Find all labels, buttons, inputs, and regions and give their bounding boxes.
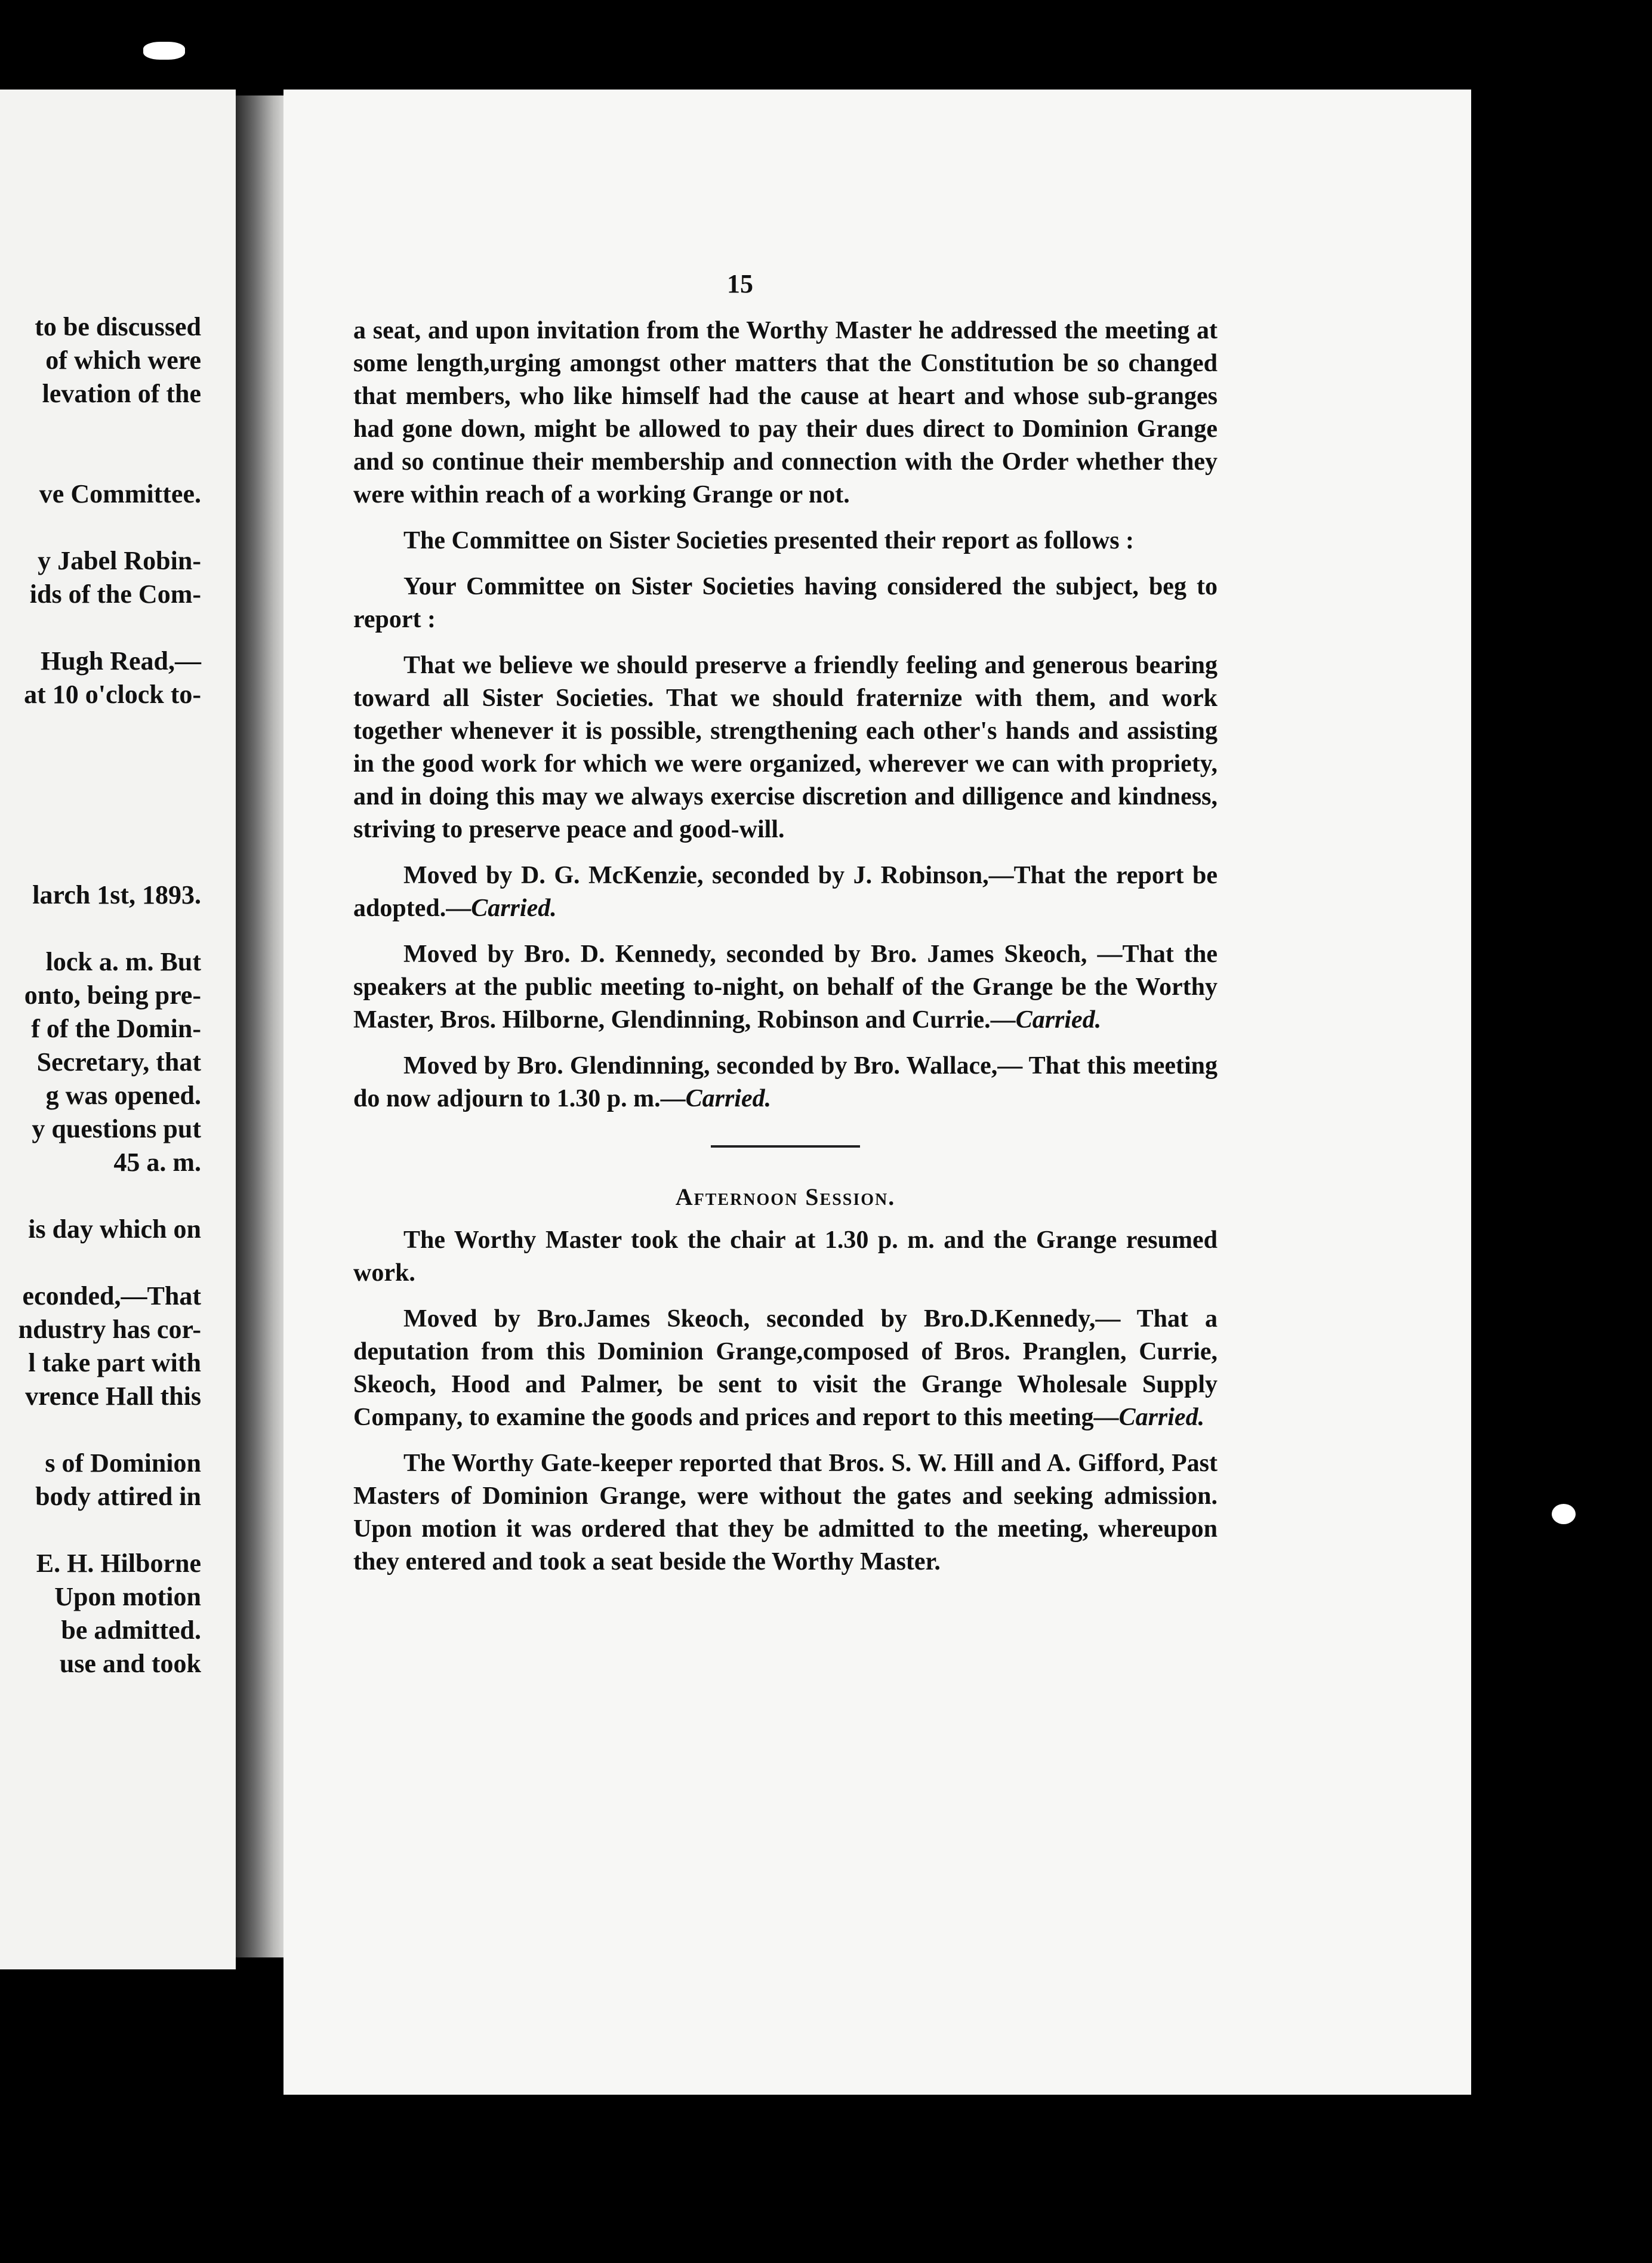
paragraph-continuation: a seat, and upon invitation from the Worthy Master he addressed the meeting at some length,urging amongst other matters that the Constitution be so changed that members, who like himself had the cause at heart and whose sub-granges had gone down, might be allowed to pay their dues direct to Dominion Grange and so continue their membership and connection with the Order whether they were within reach of a working Grange or not. — [353, 317, 1218, 508]
left-page-line: Secretary, that — [36, 1047, 201, 1077]
paragraph-motion-deputation — [353, 1303, 1218, 1434]
motion-text: Moved by Bro. Glendinning, seconded by Bro. Wallace,— That this meeting do now adjourn to 1.30 p. m.— — [353, 1052, 1218, 1112]
left-page-line: ids of the Com- — [29, 579, 201, 609]
left-page-line: y questions put — [32, 1114, 201, 1143]
left-page-line: ndustry has cor- — [18, 1315, 201, 1344]
left-page-line: f of the Domin- — [31, 1014, 201, 1043]
left-page-line: larch 1st, 1893. — [32, 880, 201, 909]
left-page-line: to be discussed — [35, 312, 201, 341]
motion-carried: Carried. — [685, 1085, 772, 1112]
left-page-line: lock a. m. But — [45, 947, 201, 976]
left-page-line: body attired in — [35, 1482, 201, 1511]
left-page-line: is day which on — [28, 1214, 201, 1244]
left-page-line: g was opened. — [45, 1081, 201, 1110]
book-gutter — [236, 95, 289, 1957]
paragraph-motion-adjourn — [353, 1050, 1218, 1115]
left-page-line: levation of the — [42, 379, 201, 408]
left-page-line: vrence Hall this — [25, 1382, 201, 1411]
section-divider — [711, 1145, 860, 1148]
left-page-line: 45 a. m. — [113, 1148, 201, 1177]
paragraph-gatekeeper-report: The Worthy Gate-keeper reported that Bros. S. W. Hill and A. Gifford, Past Masters of Dominion Grange, were without the gates and seeking admission. Upon motion it was ordered that they be admitted to the meeting, whereupon they entered and took a seat beside the Worthy Master. — [353, 1450, 1218, 1576]
left-page-line: E. H. Hilborne — [36, 1549, 201, 1578]
motion-carried: Carried. — [471, 895, 557, 922]
left-page-line: onto, being pre- — [24, 981, 201, 1010]
left-page-line: at 10 o'clock to- — [24, 680, 201, 709]
paragraph-motion-adopt — [353, 859, 1218, 925]
motion-text: Moved by Bro. D. Kennedy, seconded by Bro. James Skeoch, —That the speakers at the public meeting to-night, on behalf of the Grange be the Worthy Master, Bros. Hilborne, Glendinning, Robinson and Currie.— — [353, 941, 1218, 1034]
left-page-line: be admitted. — [61, 1615, 201, 1645]
left-page-line: y Jabel Robin- — [38, 546, 201, 575]
motion-text: Moved by Bro.James Skeoch, seconded by Bro.D.Kennedy,— That a deputation from this Dominion Grange,composed of Bros. Pranglen, Currie, Skeoch, Hood and Palmer, be sent to visit the Grange Wholesale Supply Company, to examine the goods and prices and report to this meeting— — [353, 1305, 1218, 1431]
film-speck — [1552, 1504, 1576, 1524]
section-heading: Afternoon Session. — [675, 1183, 896, 1210]
paragraph-motion-speakers — [353, 938, 1218, 1037]
paragraph-committee-report-intro: The Committee on Sister Societies presented their report as follows : — [403, 527, 1135, 554]
motion-carried: Carried. — [1118, 1404, 1205, 1431]
paragraph-report-opening: Your Committee on Sister Societies having considered the subject, beg to report : — [353, 573, 1218, 633]
left-page-line: of which were — [45, 346, 201, 375]
left-page-line: econded,—That — [22, 1281, 201, 1311]
motion-text: Moved by D. G. McKenzie, seconded by J. Robinson,—That the report be adopted.— — [353, 862, 1218, 922]
motion-carried: Carried. — [1015, 1006, 1102, 1034]
page-number: 15 — [727, 269, 753, 298]
film-speck — [143, 42, 185, 60]
left-page-line: Upon motion — [54, 1582, 201, 1611]
left-page-line: ve Committee. — [39, 479, 201, 508]
left-page-line: use and took — [59, 1649, 201, 1678]
left-page-line: Hugh Read,— — [41, 646, 201, 676]
paragraph-afternoon-opening: The Worthy Master took the chair at 1.30 p. m. and the Grange resumed work. — [353, 1226, 1218, 1287]
paragraph-report-body: That we believe we should preserve a friendly feeling and generous bearing toward all Sister Societies. That we should fraternize with them, and work together whenever it is possible, strengthening each other's hands and assisting in the good work for which we were organized, wherever we can with propriety, and in doing this may we always exercise discretion and dilligence and kindness, striving to preserve peace and good-will. — [353, 652, 1218, 843]
left-page-line: s of Dominion — [45, 1448, 201, 1478]
left-page — [0, 90, 236, 1969]
page-body — [353, 315, 1218, 1592]
left-page-line: l take part with — [28, 1348, 201, 1377]
